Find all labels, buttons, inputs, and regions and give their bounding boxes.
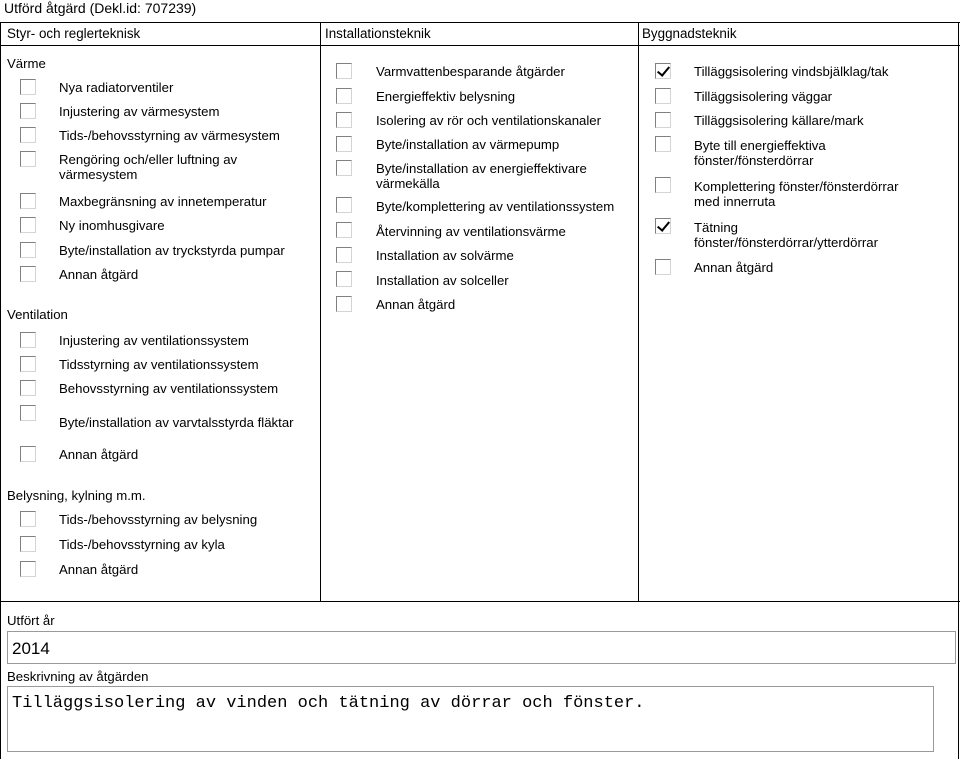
frame-under-headers <box>0 45 960 46</box>
checkbox-label: Nya radiatorventiler <box>59 80 174 95</box>
description-label: Beskrivning av åtgärden <box>7 669 149 684</box>
column-header-styr: Styr- och reglerteknisk <box>7 26 141 41</box>
checkbox-checked[interactable] <box>655 218 671 234</box>
checkbox[interactable] <box>336 222 352 238</box>
checkbox-label: Byte/komplettering av ventilationssystem <box>376 199 615 214</box>
frame-bottom-checklist <box>0 601 960 602</box>
checkbox-label-line-1: Rengöring och/eller luftning av <box>59 152 238 167</box>
checkbox[interactable] <box>655 88 671 104</box>
frame-left <box>0 22 1 602</box>
checkbox-label-line-2: värmesystem <box>59 167 138 182</box>
checkbox-label: Injustering av värmesystem <box>59 104 220 119</box>
checkbox[interactable] <box>336 63 352 79</box>
checkbox-label: Installation av solvärme <box>376 248 514 263</box>
description-value: Tilläggsisolering av vinden och tätning av dörrar och fönster. <box>12 694 645 713</box>
frame-right <box>958 22 959 602</box>
checkbox[interactable] <box>336 197 352 213</box>
checkbox-label: Isolering av rör och ventilationskanaler <box>376 113 602 128</box>
checkbox-label: Tids-/behovsstyrning av värmesystem <box>59 128 280 143</box>
checkbox[interactable] <box>20 405 36 421</box>
checkbox-label: Annan åtgärd <box>59 562 139 577</box>
checkbox-label-line-2: med innerruta <box>694 194 776 209</box>
frame-top <box>0 22 960 23</box>
checkbox[interactable] <box>20 332 36 348</box>
section-label-ventilation: Ventilation <box>7 307 68 322</box>
page-title: Utförd åtgärd (Dekl.id: 707239) <box>4 0 197 16</box>
frame-left-lower <box>0 601 1 759</box>
checkbox-label: Byte/installation av tryckstyrda pumpar <box>59 243 285 258</box>
checkbox-label-line-1: Byte/installation av energieffektivare <box>376 161 587 176</box>
description-field[interactable] <box>7 686 934 752</box>
checkbox-label: Tids-/behovsstyrning av belysning <box>59 512 258 527</box>
checkbox[interactable] <box>20 242 36 258</box>
frame-divider-2 <box>638 22 639 602</box>
checkbox-label: Ny inomhusgivare <box>59 218 165 233</box>
checkbox[interactable] <box>20 380 36 396</box>
year-label: Utfört år <box>7 613 55 628</box>
checkbox-label: Tilläggsisolering källare/mark <box>694 113 864 128</box>
frame-divider-1 <box>320 22 321 602</box>
section-label-varme: Värme <box>7 56 46 71</box>
checkbox-label: Installation av solceller <box>376 273 509 288</box>
checkbox-label: Energieffektiv belysning <box>376 89 516 104</box>
checkbox[interactable] <box>20 127 36 143</box>
section-label-belysning: Belysning, kylning m.m. <box>7 488 146 503</box>
checkbox[interactable] <box>20 217 36 233</box>
checkbox-label: Byte/installation av värmepump <box>376 137 560 152</box>
checkbox[interactable] <box>20 356 36 372</box>
checkbox-label: Behovsstyrning av ventilationssystem <box>59 381 279 396</box>
checkbox[interactable] <box>20 561 36 577</box>
checkbox[interactable] <box>20 103 36 119</box>
checkbox-label-line-1: Komplettering fönster/fönsterdörrar <box>694 179 899 194</box>
column-header-install: Installationsteknik <box>325 26 431 41</box>
checkbox-label: Byte/installation av varvtalsstyrda fläktar <box>59 415 294 430</box>
checkbox-label: Varmvattenbesparande åtgärder <box>376 64 565 79</box>
checkbox-label: Tidsstyrning av ventilationssystem <box>59 357 259 372</box>
checkbox-checked[interactable] <box>655 63 671 79</box>
checkbox[interactable] <box>336 296 352 312</box>
checkbox[interactable] <box>20 79 36 95</box>
checkbox-label: Maxbegränsning av innetemperatur <box>59 194 267 209</box>
checkbox-label: Tids-/behovsstyrning av kyla <box>59 537 225 552</box>
checkbox-label-line-2: värmekälla <box>376 176 440 191</box>
checkbox[interactable] <box>655 112 671 128</box>
checkbox-label: Annan åtgärd <box>59 447 139 462</box>
checkbox-label: Injustering av ventilationssystem <box>59 333 249 348</box>
year-field[interactable] <box>7 631 956 664</box>
year-value: 2014 <box>12 639 50 658</box>
checkbox[interactable] <box>655 177 671 193</box>
checkbox[interactable] <box>20 511 36 527</box>
checkbox-label-line-1: Byte till energieffektiva <box>694 138 826 153</box>
checkbox[interactable] <box>20 151 36 167</box>
checkbox-label: Annan åtgärd <box>59 267 139 282</box>
column-header-bygg: Byggnadsteknik <box>642 26 737 41</box>
checkbox-label-line-2: fönster/fönsterdörrar/ytterdörrar <box>694 235 878 250</box>
checkbox-label: Annan åtgärd <box>376 297 456 312</box>
checkbox[interactable] <box>336 247 352 263</box>
frame-right-lower <box>958 601 959 759</box>
checkbox[interactable] <box>20 536 36 552</box>
checkbox[interactable] <box>336 271 352 287</box>
checkbox-label: Återvinning av ventilationsvärme <box>376 224 566 239</box>
checkbox[interactable] <box>20 446 36 462</box>
checkbox[interactable] <box>655 259 671 275</box>
checkbox-label-line-2: fönster/fönsterdörrar <box>694 153 814 168</box>
checkbox[interactable] <box>336 160 352 176</box>
checkbox[interactable] <box>336 88 352 104</box>
checkbox[interactable] <box>20 193 36 209</box>
checkbox-label: Tilläggsisolering väggar <box>694 89 833 104</box>
checkbox[interactable] <box>336 136 352 152</box>
checkbox[interactable] <box>336 112 352 128</box>
checkbox-label: Annan åtgärd <box>694 260 774 275</box>
checkbox-label-line-1: Tätning <box>694 220 738 235</box>
checkbox[interactable] <box>20 266 36 282</box>
checkbox-label: Tilläggsisolering vindsbjälklag/tak <box>694 64 889 79</box>
checkbox[interactable] <box>655 136 671 152</box>
